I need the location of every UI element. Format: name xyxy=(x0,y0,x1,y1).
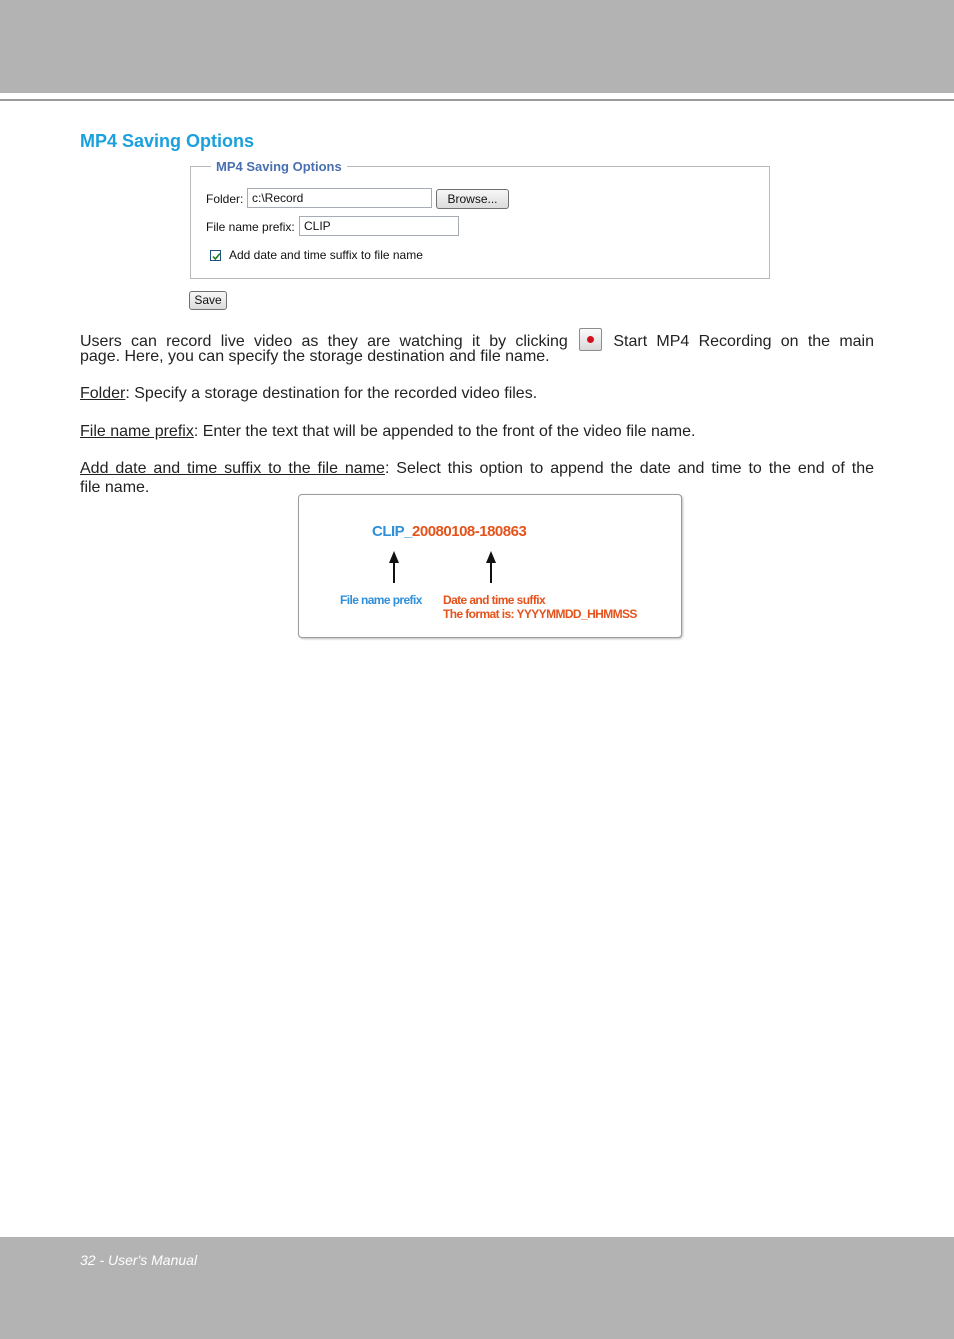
suffix-arrow-icon xyxy=(486,551,496,583)
suffix-caption: Date and time suffix xyxy=(443,593,546,607)
example-prefix: CLIP_ xyxy=(372,523,413,540)
suffix-label: Add date and time suffix to file name xyxy=(229,248,423,262)
prefix-paragraph xyxy=(80,422,874,441)
file-name-illustration xyxy=(298,494,682,638)
suffix-term: Add date and time suffix to the file name xyxy=(80,460,385,477)
example-suffix: 20080108-180863 xyxy=(412,523,527,540)
folder-term: Folder xyxy=(80,385,126,402)
section-title: MP4 Saving Options xyxy=(80,131,255,151)
browse-button[interactable]: Browse... xyxy=(436,189,509,209)
prefix-caption: File name prefix xyxy=(340,593,422,607)
header-divider xyxy=(0,99,954,101)
prefix-term: File name prefix xyxy=(80,423,194,440)
panel-legend: MP4 Saving Options xyxy=(211,159,347,175)
page-number-label: 32 - User's Manual xyxy=(80,1252,198,1268)
suffix-checkbox[interactable] xyxy=(210,250,221,261)
suffix-paragraph-line-1 xyxy=(80,459,874,478)
suffix-paragraph-line-2: file name. xyxy=(80,479,150,496)
prefix-input[interactable]: CLIP xyxy=(299,216,459,236)
folder-label: Folder: xyxy=(206,192,244,206)
prefix-desc: : Enter the text that will be appended to the front of the video file name. xyxy=(193,423,696,440)
suffix-desc: : Select this option to append the date and time to the end of the xyxy=(384,460,874,477)
folder-input[interactable]: c:\Record xyxy=(247,188,432,208)
checkmark-icon xyxy=(211,251,222,262)
format-caption: The format is: YYYYMMDD_HHMMSS xyxy=(443,607,637,621)
page-header-band xyxy=(0,0,954,93)
save-button[interactable]: Save xyxy=(189,291,227,310)
prefix-arrow-icon xyxy=(389,551,399,583)
mp4-saving-options-panel xyxy=(190,159,770,279)
folder-paragraph xyxy=(80,384,874,403)
intro-line-2: page. Here, you can specify the storage destination and file name. xyxy=(80,348,550,365)
intro-text-a: Users can record live video as they are watching it by clicking xyxy=(80,333,568,350)
prefix-label: File name prefix: xyxy=(206,220,295,234)
intro-text-b: Start MP4 Recording on the main xyxy=(613,333,874,350)
folder-desc: : Specify a storage destination for the recorded video files. xyxy=(125,385,538,402)
